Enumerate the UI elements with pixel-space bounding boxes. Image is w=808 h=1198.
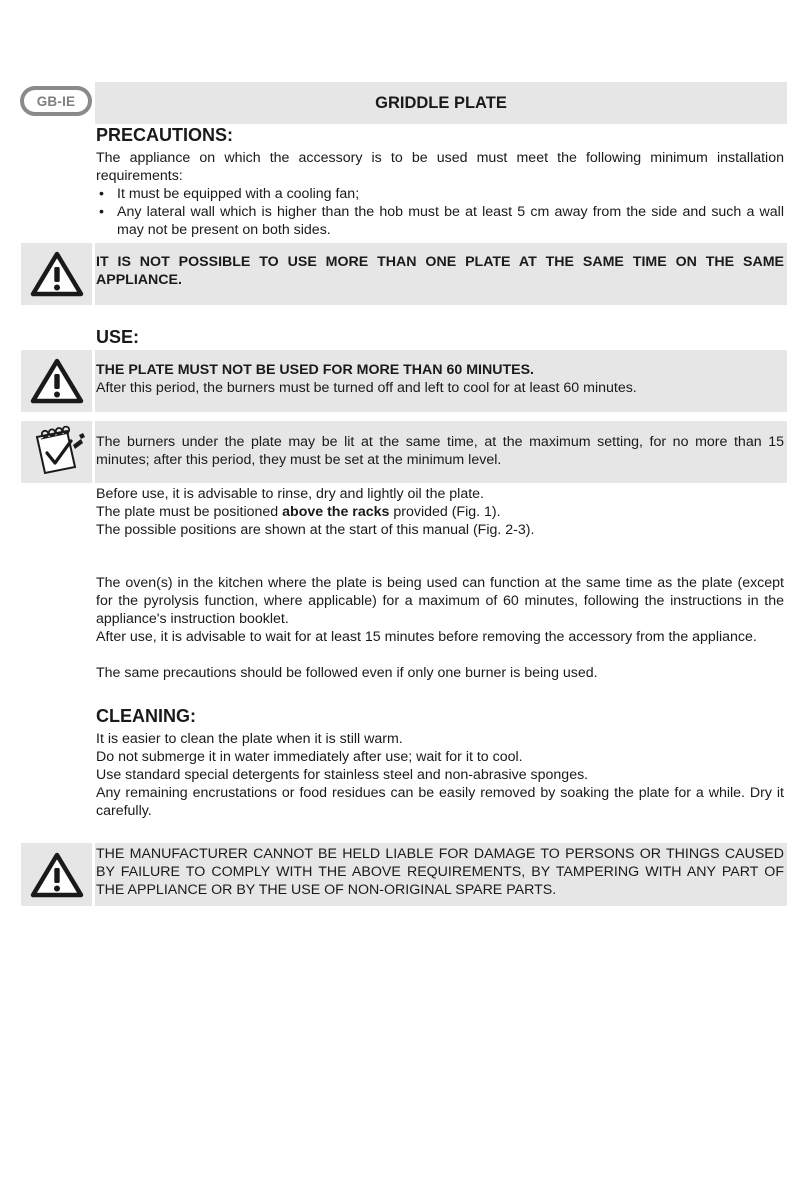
region-badge-inner [24, 90, 88, 112]
warning-triangle-icon [29, 356, 85, 406]
use-line-position-post: provided (Fig. 1). [389, 504, 501, 520]
warning-one-plate-text: IT IS NOT POSSIBLE TO USE MORE THAN ONE PLATE AT THE SAME TIME ON THE SAME APPLIANCE. [96, 254, 784, 288]
use-para-oven: The oven(s) in the kitchen where the plate is being used can function at the same time as the plate (except for the pyrolysis function, where applicable) for a maximum of 60 minutes, following the instructions in the appliance's instruction booklet. [96, 575, 784, 627]
region-badge [20, 86, 92, 116]
list-item: • Any lateral wall which is higher than the hob must be at least 5 cm away from the side and such a wall may not be present on both sides. [96, 203, 784, 239]
warning-60-minutes-title: THE PLATE MUST NOT BE USED FOR MORE THAN 60 MINUTES. [96, 362, 534, 378]
warning-liability-text: THE MANUFACTURER CANNOT BE HELD LIABLE FOR DAMAGE TO PERSONS OR THINGS CAUSED BY FAILURE TO COMPLY WITH THE ABOVE REQUIREMENTS, BY TAMPERING WITH ANY PART OF THE APPLIANCE OR BY THE USE OF NON-ORIGINAL SPARE PARTS. [96, 846, 784, 898]
warning-icon-box [21, 843, 92, 906]
use-line-position-pre: The plate must be positioned [96, 504, 283, 520]
use-para-same: The same precautions should be followed even if only one burner is being used. [96, 665, 598, 681]
cleaning-heading: CLEANING: [96, 706, 196, 726]
use-line-rinse: Before use, it is advisable to rinse, dry and lightly oil the plate. [96, 486, 485, 502]
use-line-figures: The possible positions are shown at the start of this manual (Fig. 2-3). [96, 522, 535, 538]
warning-icon-box [21, 243, 92, 305]
warning-triangle-icon [29, 850, 85, 900]
precautions-bullet-list [96, 185, 784, 239]
warning-icon-box [21, 350, 92, 412]
use-para-after: After use, it is advisable to wait for at least 15 minutes before removing the accessory from the appliance. [96, 629, 757, 645]
note-burners-text: The burners under the plate may be lit at the same time, at the maximum setting, for no more than 15 minutes; after this period, they must be set at the minimum level. [96, 434, 784, 468]
use-heading: USE: [96, 327, 140, 347]
note-icon-box [21, 421, 92, 483]
precautions-intro: The appliance on which the accessory is to be used must meet the following minimum installation requirements: [96, 150, 784, 184]
notepad-icon [27, 425, 87, 479]
cleaning-line-warm: It is easier to clean the plate when it is still warm. [96, 731, 403, 747]
warning-60-minutes-text: After this period, the burners must be turned off and left to cool for at least 60 minutes. [96, 380, 637, 396]
page-title: GRIDDLE PLATE [375, 93, 507, 112]
precautions-heading: PRECAUTIONS: [96, 125, 234, 145]
use-line-position-bold: above the racks [282, 504, 390, 520]
cleaning-line-soak: Any remaining encrustations or food residues can be easily removed by soaking the plate for a while. Dry it carefully. [96, 785, 784, 819]
list-item: • It must be equipped with a cooling fan; [96, 185, 784, 203]
cleaning-line-submerge: Do not submerge it in water immediately after use; wait for it to cool. [96, 749, 523, 765]
cleaning-line-detergents: Use standard special detergents for stainless steel and non-abrasive sponges. [96, 767, 589, 783]
region-badge-label: GB-IE [36, 93, 76, 109]
use-line-position [96, 503, 784, 521]
warning-triangle-icon [29, 249, 85, 299]
